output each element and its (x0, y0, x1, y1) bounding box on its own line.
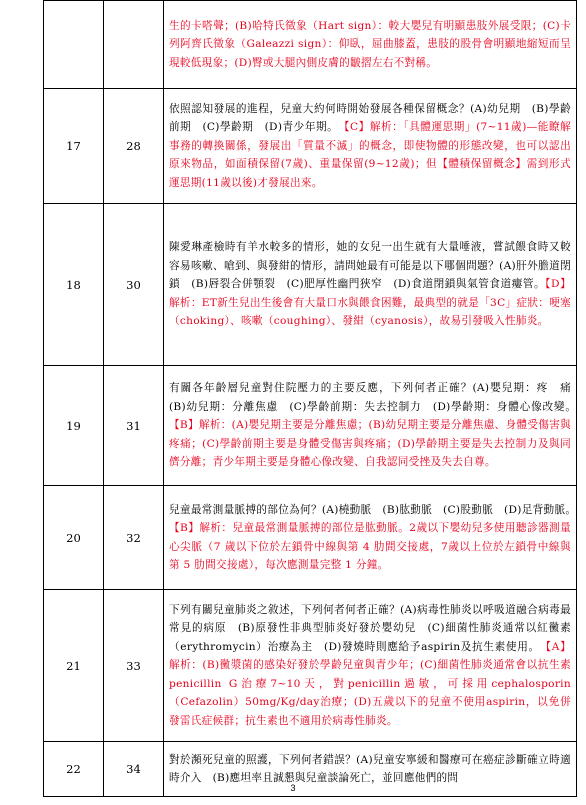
question-text: 有關各年齡層兒童對住院壓力的主要反應，下列何者正確？(A)嬰兒期：疼 痛 (B)幼兒期：分離焦慮 (C)學齡前期：失去控制力 (D)學齡期：身體心像改變。 (169, 382, 582, 413)
table-row (44, 366, 577, 486)
question-text: 陳愛琳產檢時有羊水較多的情形，她的女兒一出生就有大量唾液，嘗試餵食時又較容易咳嗽、嗆到、與發紺的情形，請問她最有可能是以下哪個問題？(A)肝外膽道閉鎖 (B)唇裂合併顎裂 (C)肥厚性幽門狹窄 (D)食道閉鎖與氣管食道瘻管。 (169, 241, 571, 291)
item-number: 17 (44, 89, 104, 204)
table-row (44, 1, 577, 89)
question-id: 33 (104, 590, 164, 742)
item-number: 21 (44, 590, 104, 742)
table-row (44, 486, 577, 590)
question-id: 28 (104, 89, 164, 204)
question-cell (164, 590, 577, 742)
question-cell (164, 1, 577, 89)
question-id: 30 (104, 204, 164, 366)
item-number: 22 (44, 742, 104, 797)
item-number: 19 (44, 366, 104, 486)
item-number (44, 1, 104, 89)
answer-explanation: 生的卡嗒聲；(B)哈特氏徵象（Hart sign）：較大嬰兒有明顯患肢外展受限；(C)卡列阿齊氏徵象（Galeazzi sign）：仰臥，屈曲膝蓋，患肢的股骨會明顯地縮短而呈現較低現象；(D)臀或大腿內側皮膚的皺摺左右不對稱。 (169, 19, 571, 69)
question-id (104, 1, 164, 89)
question-id: 31 (104, 366, 164, 486)
question-text: 依照認知發展的進程，兒童大約何時開始發展各種保留概念？(A)幼兒期 (B)學齡前期 (C)學齡期 (D)青少年期。 (169, 102, 571, 134)
question-text: 下列有關兒童肺炎之敘述，下列何者何者正確？(A)病毒性肺炎以呼吸道融合病毒最常見的病原 (B)原發性非典型肺炎好發於嬰幼兒 (C)細菌性肺炎通常以紅黴素（erythromycin）治療為主 (D)發燒時則應給予aspirin及抗生素使用。 (169, 604, 571, 653)
question-text: 對於瀕死兒童的照護，下列何者錯誤？(A)兒童安寧緩和醫療可在癌症診斷確立時適時介入 (B)應坦率且誠懇與兒童談論死亡，並回應他們的問 (169, 753, 571, 784)
question-table (43, 0, 582, 797)
answer-explanation: 【C】解析：「具體運思期」(7~11歲)—能瞭解事務的轉換關係，發展出「質量不滅」的概念，即使物體的形態改變，也可以認出原來物品，如面積保留(7歲)、重量保留(9~12歲)；但【體積保留概念】需到形式運思期(11歲以後)才發展出來。 (169, 121, 571, 189)
question-cell (164, 89, 577, 204)
question-cell (164, 204, 577, 366)
answer-explanation: 【D】解析：ET新生兒出生後會有大量口水與餵食困難，最典型的就是「3C」症狀：哽塞（choking）、咳嗽（coughing）、發紺（cyanosis），故易引發吸入性肺炎。 (169, 278, 571, 328)
table-row (44, 204, 577, 366)
answer-explanation: 【A】解析：(B)黴漿菌的感染好發於學齡兒童與青少年；(C)細菌性肺炎通常會以抗生素penicillin G治療7~10天，對penicillin過敏，可採用cephalosporin（Cefazolin）50mg/Kg/day治療；(D)五歲以下的兒童不使用aspirin，以免併發雷氏症候群；抗生素也不適用於病毒性肺炎。 (169, 640, 571, 727)
answer-explanation: 【B】解析：兒童最常測量脈搏的部位是肱動脈。2歲以下嬰幼兒多使用聽診器測量心尖脈（7 歲以下位於左鎖骨中線與第 4 肋間交接處，7歲以上位於左鎖骨中線與第 5 肋間交接處），每次應測量完整 1 分鐘。 (169, 522, 571, 571)
page-number: 3 (290, 783, 296, 793)
answer-explanation: 【B】解析：(A)嬰兒期主要是分離焦慮；(B)幼兒期主要是分離焦慮、身體受傷害與疼痛；(C)學齡前期主要是身體受傷害與疼痛；(D)學齡期主要是失去控制力及與同儕分離；青少年期主要是身體心像改變、自我認同受挫及失去自尊。 (169, 419, 571, 469)
question-cell (164, 486, 582, 590)
table-row (44, 590, 577, 742)
question-id: 32 (104, 486, 164, 590)
item-number: 20 (44, 486, 104, 590)
question-cell (164, 366, 582, 486)
table-row (44, 89, 577, 204)
question-id: 34 (104, 742, 164, 797)
question-text: 兒童最常測量脈搏的部位為何？(A)橈動脈 (B)肱動脈 (C)股動脈 (D)足背動脈。 (169, 503, 582, 516)
item-number: 18 (44, 204, 104, 366)
